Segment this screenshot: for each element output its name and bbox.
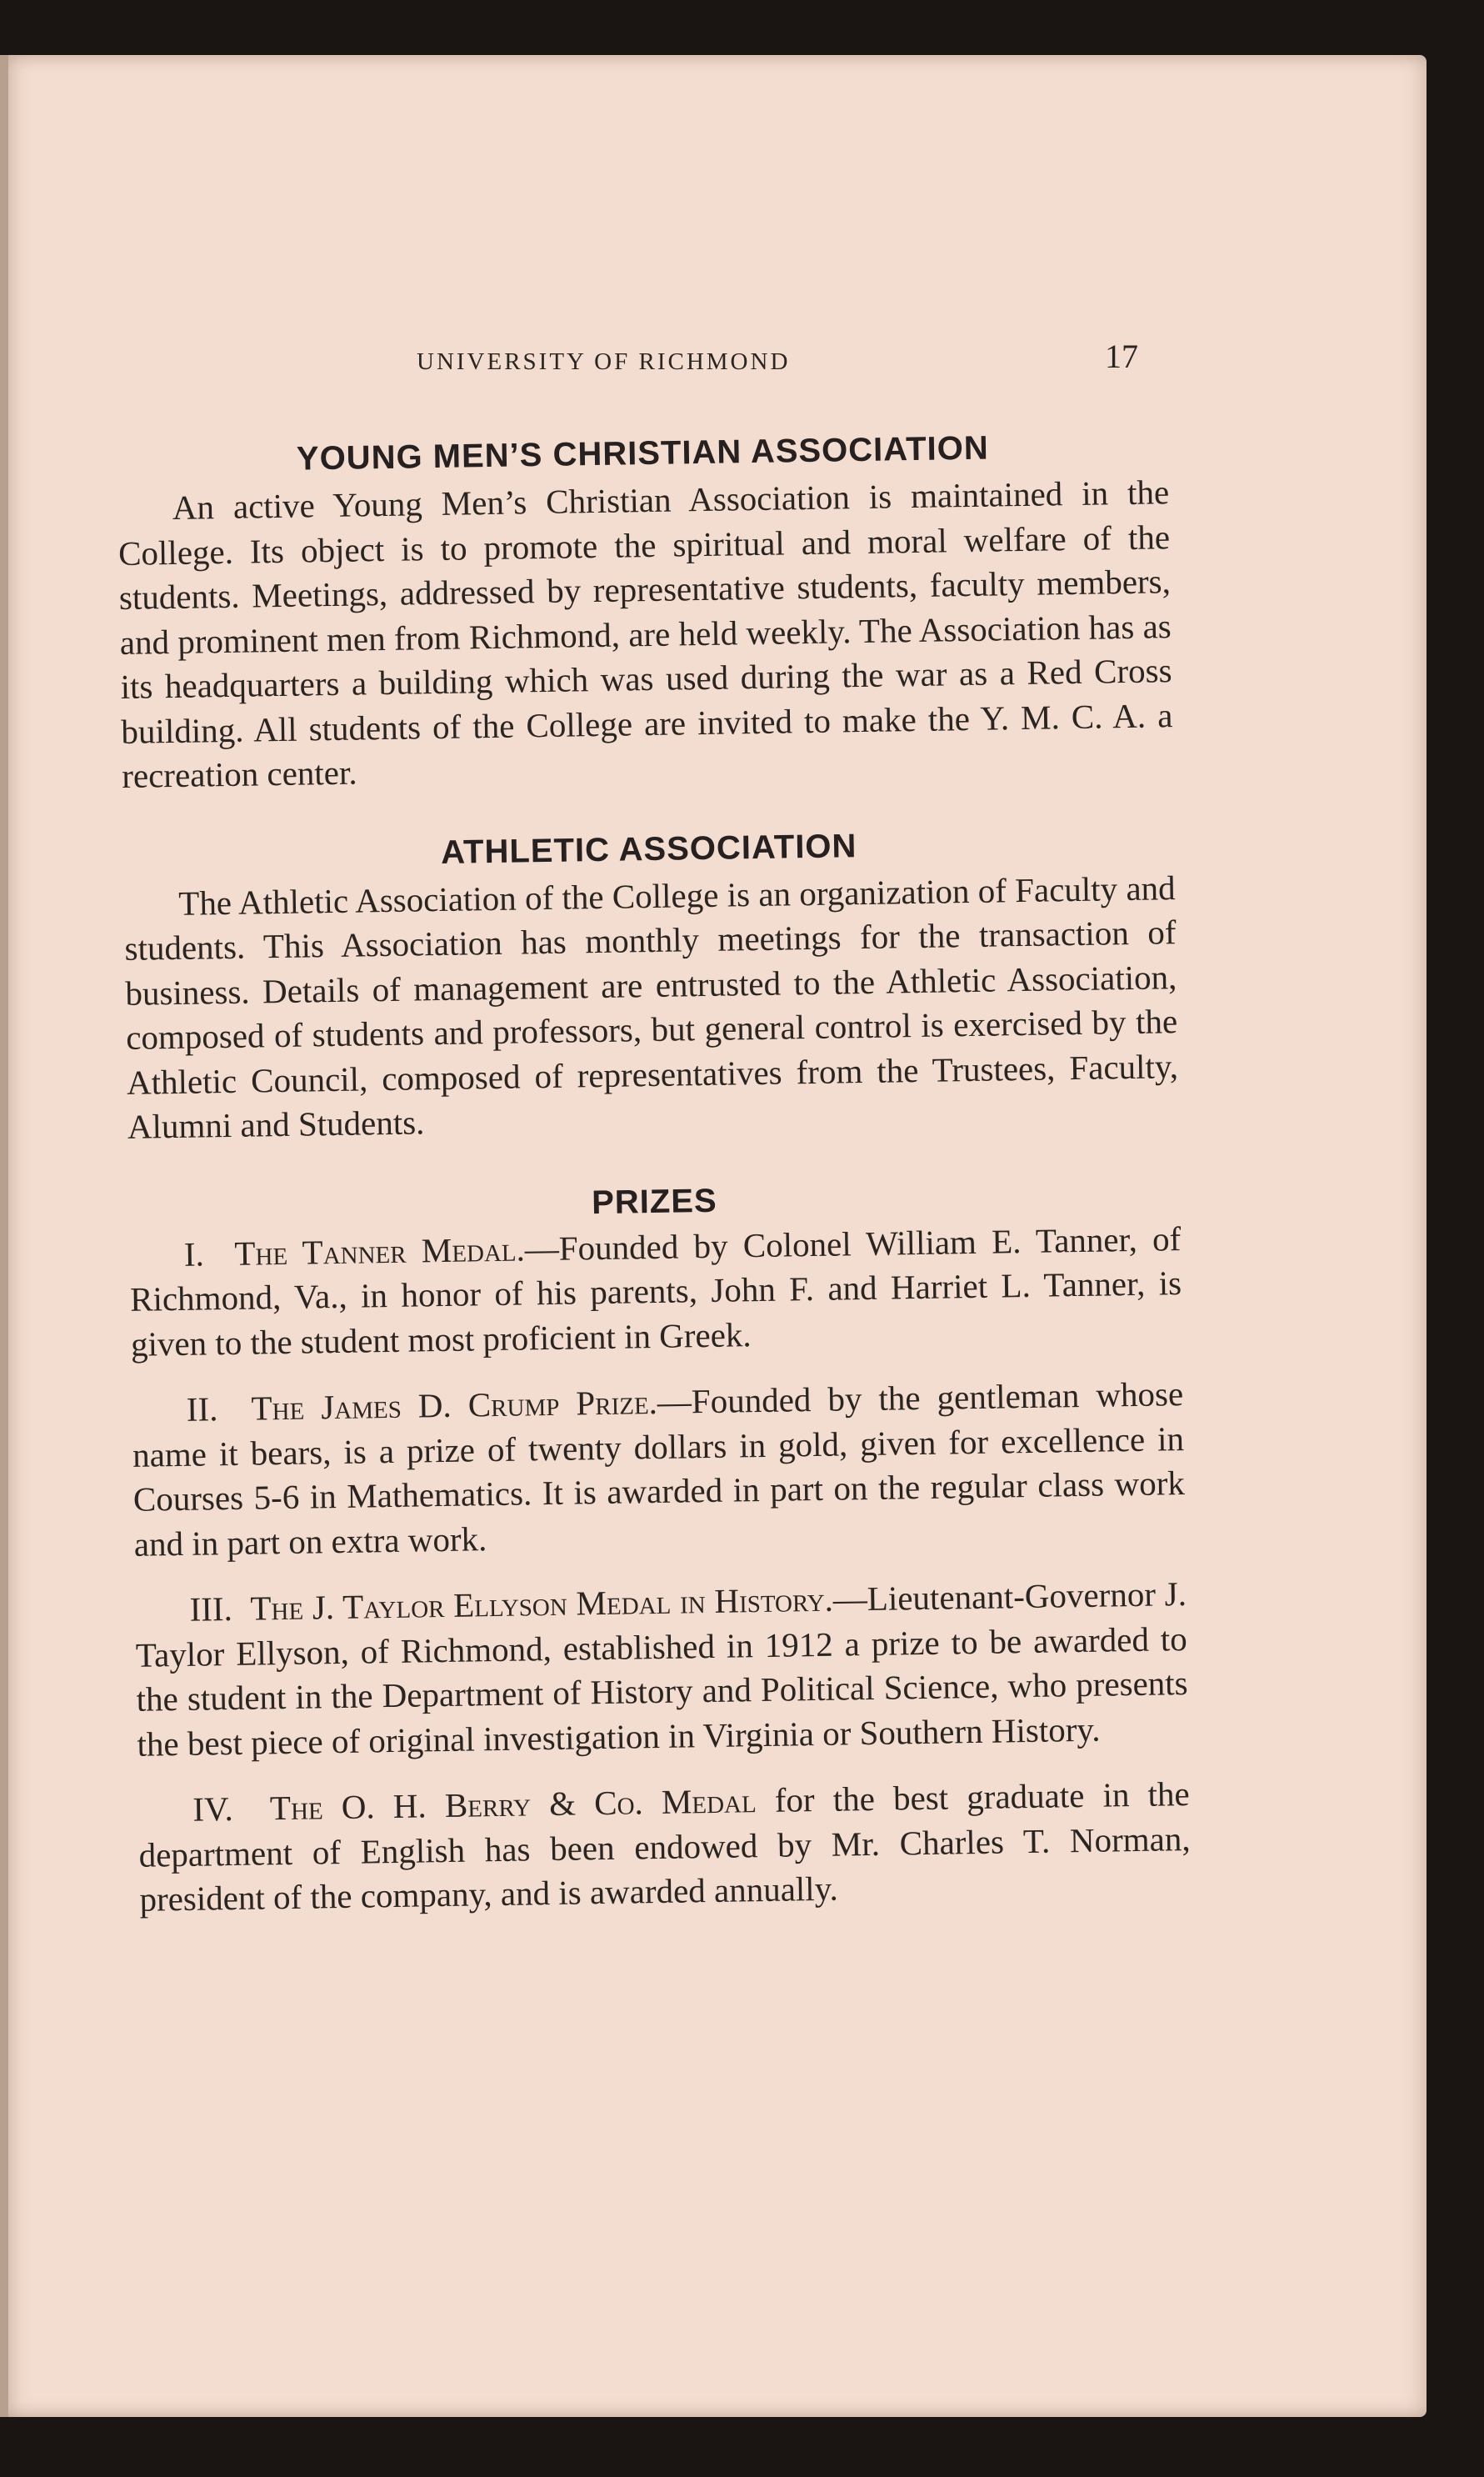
page-gutter: [0, 55, 8, 2417]
prize-text: —Founded by the gentleman whose name it bears, is a prize of twenty dollars in gold, given for excellence in Courses 5-6 in Mathematics. It is awarded in part on the regular class work and in part on extra work.: [132, 1374, 1186, 1564]
page-number: 17: [1105, 338, 1138, 375]
prize-item: [132, 1372, 1186, 1567]
prizes-heading: PRIZES: [591, 1182, 717, 1221]
prize-text: for the best graduate in the department of English has been endowed by Mr. Charles T. Norman, president of the company, and is awarded annually.: [138, 1774, 1191, 1919]
page-content: [117, 425, 1192, 1922]
running-title: UNIVERSITY OF RICHMOND: [417, 348, 791, 375]
ymca-paragraph: An active Young Men’s Christian Association is maintained in the College. Its object is to promote the spiritual and moral welfare of the students. Meetings, addressed by representative students, faculty members, and prominent men from Richmond, are held weekly. The Association has as its headquarters a building which was used during the war as a Red Cross building. All students of the College are invited to make the Y. M. C. A. a recreation center.: [117, 473, 1173, 795]
prize-title: The J. Taylor Ellyson Medal in History.: [250, 1579, 834, 1628]
prize-item: [129, 1217, 1182, 1367]
prize-title: The O. H. Berry & Co. Medal: [269, 1781, 757, 1828]
prize-title: The James D. Crump Prize.: [251, 1382, 658, 1428]
prize-numeral: IV.: [192, 1789, 233, 1829]
prize-text: —Founded by Colonel William E. Tanner, of Richmond, Va., in honor of his parents, John F. and Harriet L. Tanner, is given to the student most proficient in Greek.: [129, 1218, 1182, 1364]
athletic-heading: ATHLETIC ASSOCIATION: [440, 827, 857, 871]
prize-item: [137, 1772, 1191, 1922]
prize-numeral: III.: [189, 1589, 233, 1629]
prize-title: The Tanner Medal.: [233, 1228, 526, 1273]
prize-text: —Lieutenant-Governor J. Taylor Ellyson, of Richmond, established in 1912 a prize to be awarded to the student in the Department of History and Political Science, who presents the best piece of original investigation in Virginia or Southern History.: [135, 1574, 1188, 1764]
prize-item: [135, 1572, 1189, 1767]
athletic-paragraph: The Athletic Association of the College is an organization of Faculty and students. This Association has monthly meetings for the transaction of business. Details of management are entrusted to the Athletic Association, composed of students and professors, but general control is exercised by the Athletic Council, composed of representatives from the Trustees, Faculty, Alumni and Students.: [124, 868, 1179, 1146]
ymca-heading: YOUNG MEN’S CHRISTIAN ASSOCIATION: [296, 429, 989, 478]
prize-numeral: I.: [183, 1233, 205, 1274]
prize-numeral: II.: [186, 1389, 218, 1429]
